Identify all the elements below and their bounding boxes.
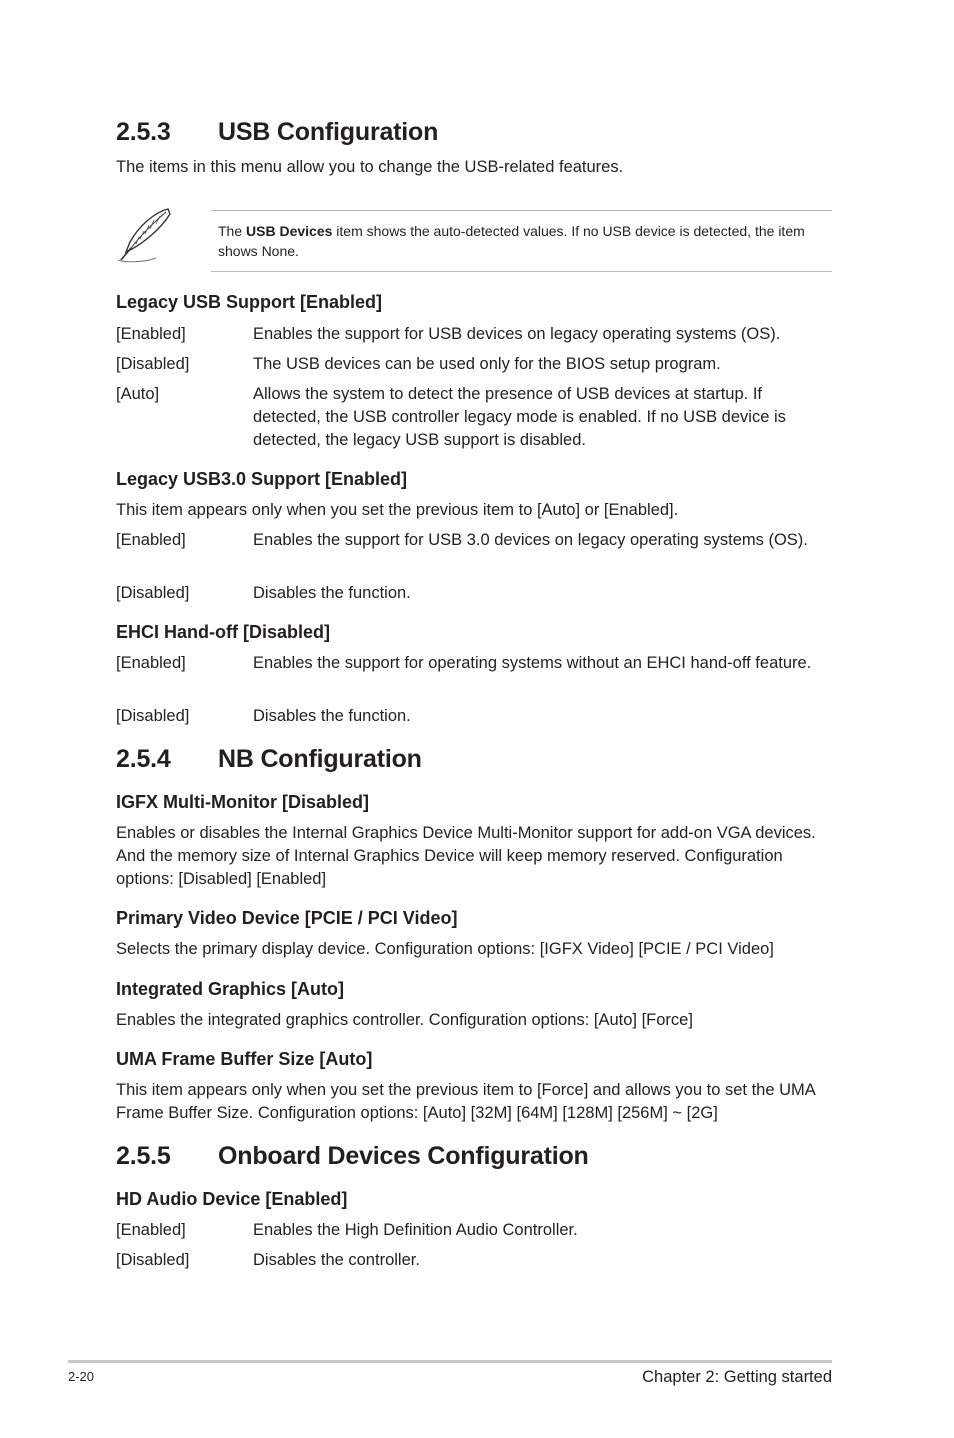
option-description: Enables the High Definition Audio Controller.: [253, 1221, 578, 1239]
option-key: [Disabled]: [116, 1251, 190, 1269]
option-key: [Enabled]: [116, 1221, 186, 1239]
option-description: Disables the controller.: [253, 1251, 420, 1269]
section-title-onboard-devices: [116, 1142, 589, 1171]
subsection-title-integrated-graphics: Integrated Graphics [Auto]: [116, 979, 345, 999]
section-title-usb-configuration: [116, 118, 438, 147]
subsection-title-igfx: IGFX Multi-Monitor [Disabled]: [116, 792, 369, 812]
option-description: Disables the function.: [253, 584, 411, 602]
note-bold-term: USB Devices: [246, 223, 333, 239]
legacy-usb3-intro: This item appears only when you set the previous item to [Auto] or [Enabled].: [116, 501, 679, 519]
note-box: [211, 210, 832, 272]
option-key: [Enabled]: [116, 654, 186, 672]
option-description: Enables the support for operating systems without an EHCI hand-off feature.: [253, 654, 812, 672]
option-key: [Disabled]: [116, 707, 190, 725]
option-key: [Disabled]: [116, 355, 190, 373]
subsection-title-primary-video: Primary Video Device [PCIE / PCI Video]: [116, 908, 458, 928]
section-title-text: NB Configuration: [218, 745, 422, 773]
uma-text: This item appears only when you set the previous item to [Force] and allows you to set the UMA Frame Buffer Size. Configuration options: [Auto] [32M] [64M] [128M] [256M] ~ [2G]: [116, 1081, 815, 1122]
subsection-title-legacy-usb3: Legacy USB3.0 Support [Enabled]: [116, 469, 408, 489]
quill-pen-icon: [116, 206, 174, 264]
subsection-title-ehci: EHCI Hand-off [Disabled]: [116, 622, 330, 642]
subsection-title-uma: UMA Frame Buffer Size [Auto]: [116, 1049, 373, 1069]
section-number: 2.5.4: [116, 745, 171, 773]
option-description: The USB devices can be used only for the BIOS setup program.: [253, 355, 721, 373]
option-description: Enables the support for USB devices on legacy operating systems (OS).: [253, 325, 781, 343]
footer-divider: [68, 1360, 832, 1363]
page-number: 2-20: [68, 1369, 95, 1384]
note-text: The USB Devices item shows the auto-detected values. If no USB device is detected, the item shows None.: [218, 223, 805, 259]
option-key: [Enabled]: [116, 325, 186, 343]
primary-video-text: Selects the primary display device. Configuration options: [IGFX Video] [PCIE / PCI Video]: [116, 940, 774, 958]
subsection-title-hd-audio: HD Audio Device [Enabled]: [116, 1189, 348, 1209]
section-title-text: Onboard Devices Configuration: [218, 1142, 589, 1170]
section-number: 2.5.5: [116, 1142, 171, 1170]
option-key: [Disabled]: [116, 584, 190, 602]
igfx-text: Enables or disables the Internal Graphics Device Multi-Monitor support for add-on VGA devices. And the memory size of Internal Graphics Device will keep memory reserved. Configuration options: [Disabled] [Enabled]: [116, 824, 816, 888]
chapter-label: Chapter 2: Getting started: [642, 1368, 832, 1386]
option-description: Enables the support for USB 3.0 devices on legacy operating systems (OS).: [253, 531, 808, 549]
section-number: 2.5.3: [116, 118, 171, 146]
option-key: [Auto]: [116, 385, 160, 403]
usb-intro-text: The items in this menu allow you to change the USB-related features.: [116, 158, 624, 176]
section-title-text: USB Configuration: [218, 118, 439, 146]
option-key: [Enabled]: [116, 531, 186, 549]
subsection-title-legacy-usb: Legacy USB Support [Enabled]: [116, 292, 383, 312]
section-title-nb-configuration: [116, 745, 422, 774]
integrated-graphics-text: Enables the integrated graphics controller. Configuration options: [Auto] [Force]: [116, 1011, 693, 1029]
option-description: Allows the system to detect the presence of USB devices at startup. If detected, the USB controller legacy mode is enabled. If no USB device is detected, the legacy USB support is disabled.: [253, 385, 786, 449]
option-description: Disables the function.: [253, 707, 411, 725]
